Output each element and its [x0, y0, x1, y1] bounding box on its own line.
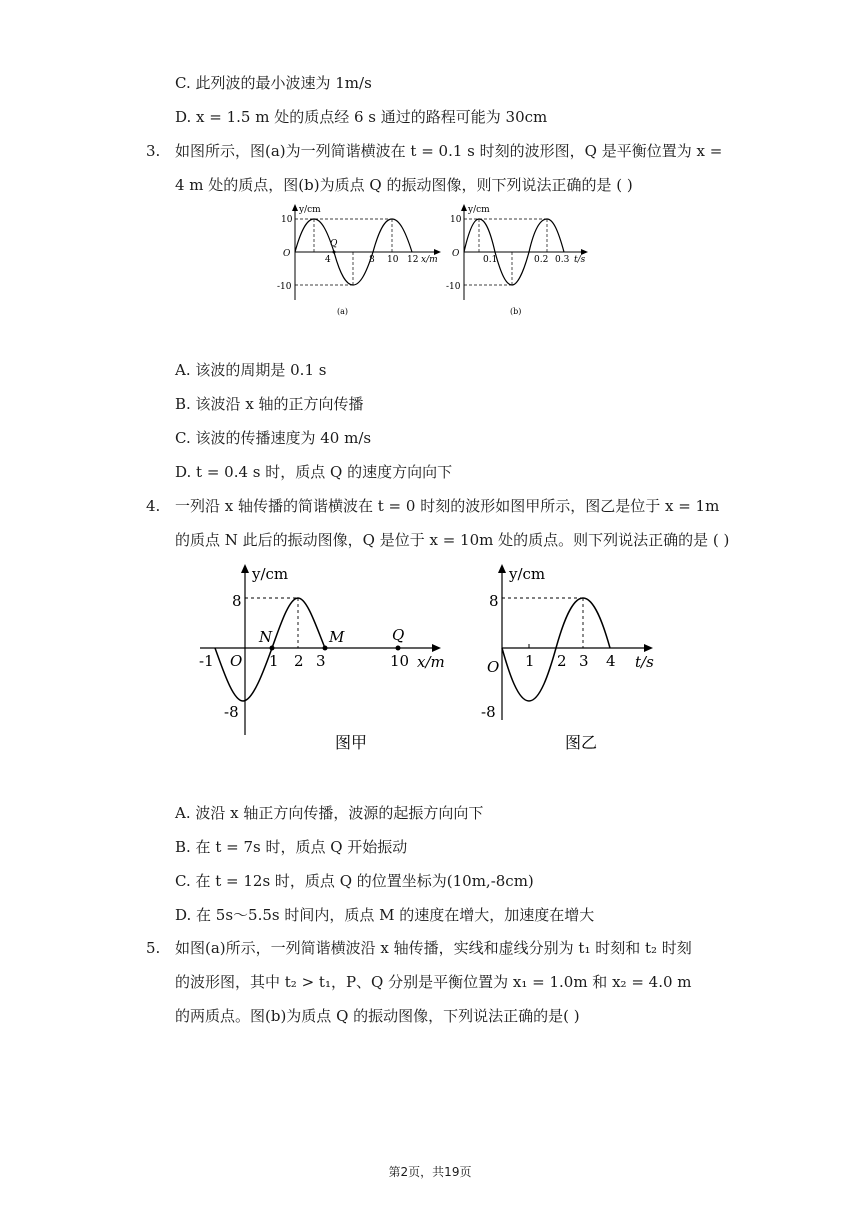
q4yi-ylabel: y/cm — [509, 565, 546, 583]
q4-figure-yi — [475, 560, 665, 760]
q3a-xtick-4: 4 — [325, 255, 331, 265]
q4jia-xlabel: x/m — [417, 653, 445, 671]
q3b-xtick-0.2: 0.2 — [534, 255, 549, 265]
q3a-xtick-10: 10 — [387, 255, 399, 265]
q3b-xtick-0.1: 0.1 — [483, 255, 498, 265]
q4jia-ylabel: y/cm — [252, 565, 289, 583]
q4jia-xtick-10: 10 — [390, 652, 410, 670]
q5-stem-line3: 的两质点。图(b)为质点 Q 的振动图像，下列说法正确的是( ) — [175, 1007, 580, 1025]
q4jia-label-n: N — [259, 628, 273, 646]
q3-option-c: C. 该波的传播速度为 40 m/s — [175, 429, 372, 447]
q4jia-origin: O — [230, 652, 243, 670]
q3a-ytick-10: 10 — [281, 215, 293, 225]
q3-stem-line2: 4 m 处的质点，图(b)为质点 Q 的振动图像，则下列说法正确的是 ( ) — [175, 176, 633, 194]
q3-stem-line1: 如图所示，图(a)为一列简谐横波在 t = 0.1 s 时刻的波形图，Q 是平衡位置为 x = — [175, 142, 723, 160]
q4yi-origin: O — [487, 658, 500, 676]
q4jia-xtick-2: 2 — [294, 652, 304, 670]
q4yi-xtick-3: 3 — [579, 652, 589, 670]
q4jia-xtick-3: 3 — [316, 652, 326, 670]
q4-stem-line2: 的质点 N 此后的振动图像，Q 是位于 x = 10m 处的质点。则下列说法正确的是 ( ) — [175, 531, 730, 549]
q3b-origin: O — [452, 249, 460, 259]
q3b-ytick-10: 10 — [450, 215, 462, 225]
q2-option-c: C. 此列波的最小波速为 1m/s — [175, 74, 372, 92]
q2-option-d: D. x = 1.5 m 处的质点经 6 s 通过的路程可能为 30cm — [175, 108, 548, 126]
q4jia-xtick-1: 1 — [269, 652, 279, 670]
q4-option-b: B. 在 t = 7s 时，质点 Q 开始振动 — [175, 838, 408, 856]
q4jia-caption: 图甲 — [335, 733, 368, 752]
q3a-point-q: Q — [330, 239, 338, 249]
q3b-ytick-neg10: -10 — [446, 282, 461, 292]
q4yi-caption: 图乙 — [565, 733, 598, 752]
q4yi-xlabel: t/s — [635, 653, 654, 671]
q3-figure-b — [446, 200, 596, 325]
q4jia-label-m: M — [329, 628, 345, 646]
q4jia-ytick-neg8: -8 — [224, 703, 239, 721]
q4-option-c: C. 在 t = 12s 时，质点 Q 的位置坐标为(10m,-8cm) — [175, 872, 534, 890]
q4-number: 4. — [146, 497, 161, 515]
q4-figure-jia — [195, 560, 455, 760]
q4-option-d: D. 在 5s～5.5s 时间内，质点 M 的速度在增大，加速度在增大 — [175, 906, 595, 924]
q5-stem-line2: 的波形图，其中 t₂ > t₁，P、Q 分别是平衡位置为 x₁ = 1.0m 和 x₂ = 4.0 m — [175, 973, 692, 991]
q3-option-a: A. 该波的周期是 0.1 s — [175, 361, 327, 379]
q4jia-xtick-neg1: -1 — [199, 652, 214, 670]
q3-option-b: B. 该波沿 x 轴的正方向传播 — [175, 395, 364, 413]
q4yi-ytick-neg8: -8 — [481, 703, 496, 721]
q5-stem-line1: 如图(a)所示，一列简谐横波沿 x 轴传播，实线和虚线分别为 t₁ 时刻和 t₂ 时刻 — [175, 939, 692, 957]
q4yi-xtick-1: 1 — [525, 652, 535, 670]
q3a-ylabel: y/cm — [299, 205, 321, 215]
q3a-xtick-8: 8 — [369, 255, 375, 265]
q3b-ylabel: y/cm — [468, 205, 490, 215]
page-footer: 第2页，共19页 — [388, 1165, 472, 1179]
q4yi-xtick-4: 4 — [606, 652, 616, 670]
q5-number: 5. — [146, 939, 161, 957]
q3a-xlabel: x/m — [421, 255, 438, 265]
q4yi-xtick-2: 2 — [557, 652, 567, 670]
q4jia-ytick-8: 8 — [232, 592, 242, 610]
q4jia-label-q: Q — [392, 626, 405, 644]
q4-stem-line1: 一列沿 x 轴传播的简谐横波在 t = 0 时刻的波形如图甲所示，图乙是位于 x = 1m — [175, 497, 720, 515]
q3-option-d: D. t = 0.4 s 时，质点 Q 的速度方向向下 — [175, 463, 453, 481]
q3b-caption: (b) — [510, 307, 522, 316]
q3b-xlabel: t/s — [574, 255, 586, 265]
q4yi-ytick-8: 8 — [489, 592, 499, 610]
q3a-caption: (a) — [337, 307, 349, 316]
q3-figure-a — [275, 200, 445, 325]
q3a-xtick-12: 12 — [407, 255, 419, 265]
q3b-xtick-0.3: 0.3 — [555, 255, 570, 265]
q3a-origin: O — [283, 249, 291, 259]
q4-option-a: A. 波沿 x 轴正方向传播，波源的起振方向向下 — [175, 804, 484, 822]
q3a-ytick-neg10: -10 — [277, 282, 292, 292]
q3-number: 3. — [146, 142, 161, 160]
